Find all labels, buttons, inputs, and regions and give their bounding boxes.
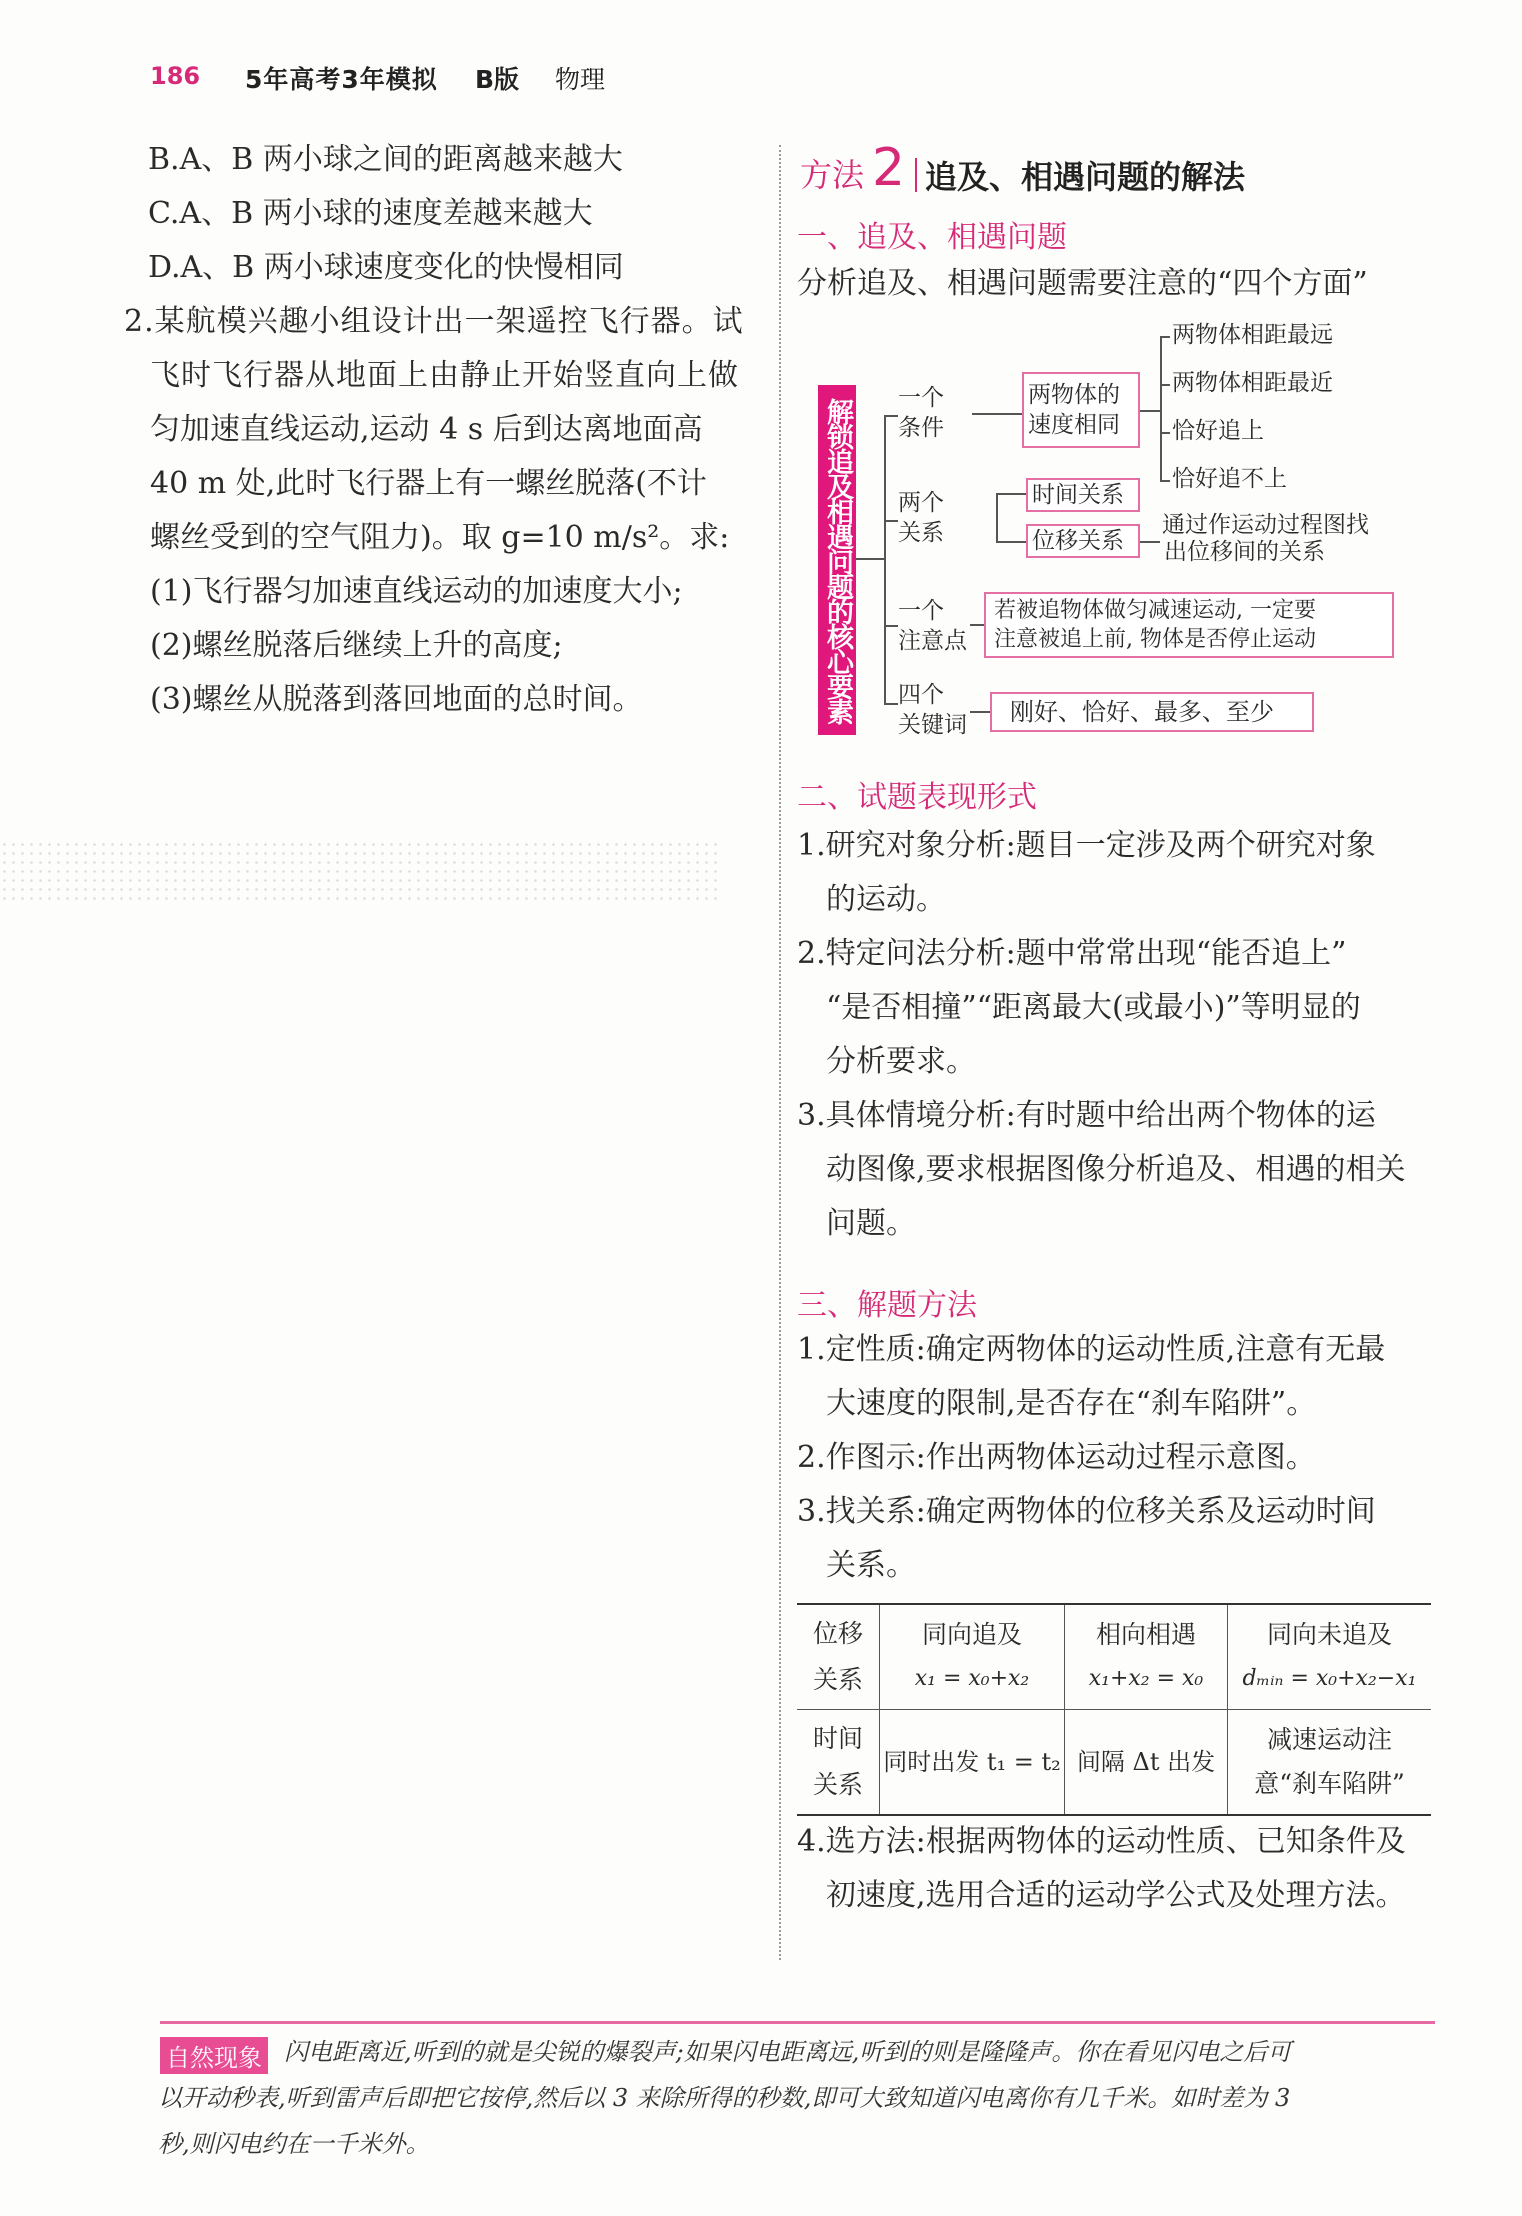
condition-box bbox=[1022, 372, 1140, 448]
category-label: 四个 bbox=[898, 682, 944, 708]
connector-line bbox=[1140, 410, 1160, 412]
section-2-line: “是否相撞”“距离最大(或最小)”等明显的 bbox=[826, 990, 1361, 1025]
relation-note-text: 通过作运动过程图找 bbox=[1162, 512, 1369, 538]
section-2-line: 2.特定问法分析:题中常常出现“能否追上” bbox=[797, 936, 1347, 971]
connector-line bbox=[1160, 336, 1162, 482]
table-cell-text: 同向追及 bbox=[921, 1620, 1022, 1649]
table-cell bbox=[1065, 1604, 1228, 1710]
section-2-title: 二、试题表现形式 bbox=[797, 780, 1037, 815]
footer-line: 秒,则闪电约在一千米外。 bbox=[158, 2130, 430, 2158]
category-label: 条件 bbox=[898, 415, 944, 441]
question-2-line: 40 m 处,此时飞行器上有一螺丝脱落(不计 bbox=[150, 466, 707, 501]
footer-rule bbox=[160, 2021, 1435, 2024]
book-subject: 物理 bbox=[555, 65, 606, 94]
table-row bbox=[797, 1710, 1431, 1816]
attention-box bbox=[984, 592, 1394, 658]
table-cell-formula: x₁+x₂ = x₀ bbox=[1088, 1666, 1204, 1691]
section-3-line: 初速度,选用合适的运动学公式及处理方法。 bbox=[826, 1878, 1406, 1913]
table-cell: 间隔 Δt 出发 bbox=[1065, 1710, 1228, 1816]
section-2-line: 3.具体情境分析:有时题中给出两个物体的运 bbox=[797, 1098, 1376, 1133]
question-2-line: 飞时飞行器从地面上由静止开始竖直向上做 bbox=[150, 358, 739, 393]
section-3-line: 3.找关系:确定两物体的位移关系及运动时间 bbox=[797, 1494, 1376, 1529]
question-2-part-1: (1)飞行器匀加速直线运动的加速度大小; bbox=[150, 574, 683, 609]
table-row-header bbox=[797, 1710, 880, 1816]
relation-note-text: 出位移间的关系 bbox=[1164, 539, 1325, 565]
question-2-line: 螺丝受到的空气阻力)。取 g=10 m/s²。求: bbox=[150, 520, 730, 555]
attention-text: 注意被追上前, 物体是否停止运动 bbox=[994, 627, 1316, 652]
table-cell-text: 关系 bbox=[812, 1770, 863, 1799]
question-2-part-2: (2)螺丝脱落后继续上升的高度; bbox=[150, 628, 563, 663]
section-3-title: 三、解题方法 bbox=[797, 1288, 977, 1323]
connector-line bbox=[856, 558, 886, 560]
section-2-line: 问题。 bbox=[826, 1206, 916, 1241]
footer-line: 以开动秒表,听到雷声后即把它按停,然后以 3 来除所得的秒数,即可大致知道闪电离你有几千米。如时差为 3 bbox=[158, 2084, 1291, 2112]
method-divider bbox=[915, 158, 917, 192]
connector-line bbox=[970, 624, 984, 626]
table-cell-text: 意“刹车陷阱” bbox=[1254, 1769, 1405, 1798]
connector-line bbox=[1160, 384, 1170, 386]
category-label: 关系 bbox=[898, 520, 944, 546]
time-relation-box: 时间关系 bbox=[1026, 478, 1140, 512]
diagram-vertical-title: 解锁追及相遇问题的核心要素 bbox=[818, 385, 856, 735]
section-3-line: 关系。 bbox=[826, 1548, 916, 1583]
connector-line bbox=[1160, 336, 1170, 338]
section-3-line: 2.作图示:作出两物体运动过程示意图。 bbox=[797, 1440, 1316, 1475]
table-cell-text: 位移 bbox=[812, 1619, 863, 1648]
category-two-relations bbox=[898, 488, 944, 548]
section-3-line: 4.选方法:根据两物体的运动性质、已知条件及 bbox=[797, 1824, 1406, 1859]
table-cell-text: 同向未追及 bbox=[1266, 1620, 1392, 1649]
connector-line bbox=[972, 413, 1022, 415]
condition-leaf: 恰好追上 bbox=[1172, 418, 1264, 444]
book-edition: B版 bbox=[475, 65, 520, 94]
connector-line bbox=[884, 625, 898, 627]
table-cell-text: 时间 bbox=[812, 1724, 863, 1753]
question-2-line: 2.某航模兴趣小组设计出一架遥控飞行器。试 bbox=[124, 304, 744, 339]
table-cell-text: 减速运动注 bbox=[1266, 1725, 1392, 1754]
table-cell bbox=[1228, 1604, 1432, 1710]
table-cell-formula: x₁ = x₀+x₂ bbox=[914, 1666, 1030, 1691]
background-texture bbox=[0, 840, 720, 900]
connector-line bbox=[884, 415, 898, 417]
column-divider bbox=[779, 145, 781, 1960]
category-label: 关键词 bbox=[898, 712, 967, 738]
table-cell bbox=[880, 1604, 1065, 1710]
relations-table bbox=[797, 1603, 1431, 1816]
category-label: 两个 bbox=[898, 490, 944, 516]
table-cell: 同时出发 t₁ = t₂ bbox=[880, 1710, 1065, 1816]
option-d: D.A、B 两小球速度变化的快慢相同 bbox=[148, 250, 624, 285]
option-c: C.A、B 两小球的速度差越来越大 bbox=[148, 196, 593, 231]
connector-line bbox=[1160, 480, 1170, 482]
connector-line bbox=[996, 493, 1026, 495]
displacement-relation-box: 位移关系 bbox=[1026, 524, 1140, 558]
section-1-intro: 分析追及、相遇问题需要注意的“四个方面” bbox=[797, 266, 1368, 301]
section-2-line: 分析要求。 bbox=[826, 1044, 976, 1079]
method-label: 方法 bbox=[800, 156, 865, 194]
method-number: 2 bbox=[872, 138, 906, 198]
table-cell-formula: dₘᵢₙ = x₀+x₂−x₁ bbox=[1242, 1666, 1417, 1691]
option-b: B.A、B 两小球之间的距离越来越大 bbox=[148, 142, 623, 177]
attention-text: 若被追物体做匀减速运动, 一定要 bbox=[994, 598, 1316, 623]
connector-line bbox=[1140, 541, 1160, 543]
table-row-header bbox=[797, 1604, 880, 1710]
connector-line bbox=[970, 711, 990, 713]
table-cell-text: 相向相遇 bbox=[1095, 1620, 1196, 1649]
book-title: 5年高考3年模拟 bbox=[245, 65, 438, 94]
condition-text: 速度相同 bbox=[1028, 412, 1120, 438]
connector-line bbox=[1160, 432, 1170, 434]
category-one-condition bbox=[898, 383, 944, 443]
table-cell-text: 关系 bbox=[812, 1665, 863, 1694]
condition-leaf: 恰好追不上 bbox=[1172, 466, 1287, 492]
connector-line bbox=[996, 541, 1026, 543]
connector-line bbox=[884, 415, 886, 705]
section-2-line: 的运动。 bbox=[826, 882, 946, 917]
section-2-line: 1.研究对象分析:题目一定涉及两个研究对象 bbox=[797, 828, 1376, 863]
connector-line bbox=[996, 493, 998, 541]
table-row bbox=[797, 1604, 1431, 1710]
keywords-box: 刚好、恰好、最多、至少 bbox=[990, 692, 1314, 732]
condition-leaf: 两物体相距最近 bbox=[1172, 370, 1333, 396]
condition-text: 两物体的 bbox=[1028, 382, 1120, 408]
section-2-line: 动图像,要求根据图像分析追及、相遇的相关 bbox=[826, 1152, 1406, 1187]
category-label: 注意点 bbox=[898, 628, 967, 654]
condition-leaf: 两物体相距最远 bbox=[1172, 322, 1333, 348]
relation-note bbox=[1162, 512, 1369, 566]
footer-line: 闪电距离近,听到的就是尖锐的爆裂声;如果闪电距离远,听到的则是隆隆声。你在看见闪电之后可 bbox=[284, 2038, 1292, 2066]
category-label: 一个 bbox=[898, 598, 944, 624]
page-number: 186 bbox=[150, 62, 201, 90]
category-three-note bbox=[898, 596, 967, 656]
question-2-line: 匀加速直线运动,运动 4 s 后到达离地面高 bbox=[150, 412, 703, 447]
question-2-part-3: (3)螺丝从脱落到落回地面的总时间。 bbox=[150, 682, 643, 717]
method-title: 追及、相遇问题的解法 bbox=[925, 158, 1246, 196]
category-label: 一个 bbox=[898, 385, 944, 411]
category-four-keywords bbox=[898, 680, 967, 740]
footer-tag: 自然现象 bbox=[160, 2037, 268, 2074]
section-1-title: 一、追及、相遇问题 bbox=[797, 220, 1067, 255]
table-cell bbox=[1228, 1710, 1432, 1816]
section-3-line: 1.定性质:确定两物体的运动性质,注意有无最 bbox=[797, 1332, 1386, 1367]
connector-line bbox=[884, 703, 898, 705]
connector-line bbox=[884, 520, 898, 522]
section-3-line: 大速度的限制,是否存在“刹车陷阱”。 bbox=[826, 1386, 1317, 1421]
